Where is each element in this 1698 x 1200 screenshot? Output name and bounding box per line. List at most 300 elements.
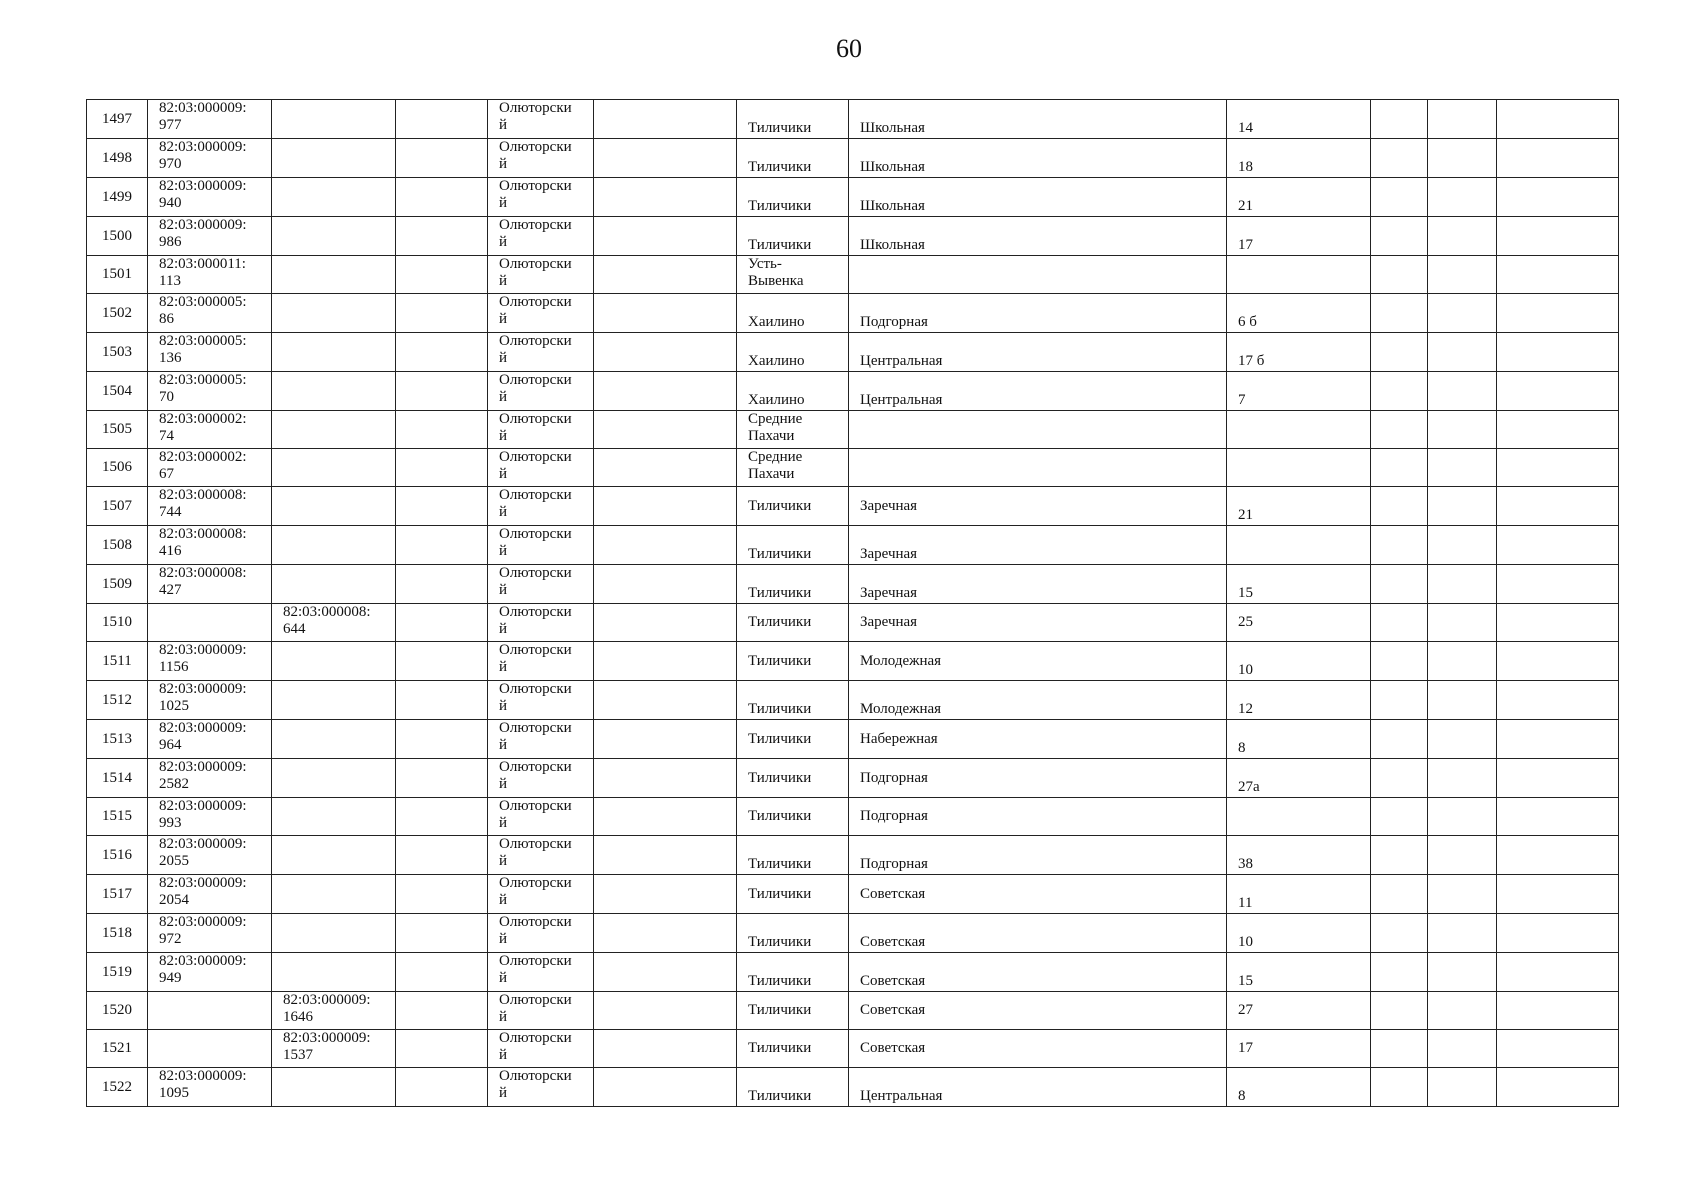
empty-cell xyxy=(1428,836,1497,875)
table-row xyxy=(87,487,1619,526)
house-number-cell xyxy=(1227,681,1371,720)
empty-cell xyxy=(1497,487,1619,526)
empty-cell xyxy=(594,1030,737,1068)
settlement-line: Пахачи xyxy=(748,428,795,444)
empty-cell xyxy=(1497,798,1619,836)
settlement-line: Пахачи xyxy=(748,466,795,482)
house-number-cell xyxy=(1227,992,1371,1030)
related-cadastral-line: 82:03:000008: xyxy=(283,604,371,620)
row-number-cell xyxy=(87,992,148,1030)
cadastral-number-line: 949 xyxy=(159,970,182,986)
empty-cell xyxy=(1371,681,1428,720)
house-number-cell xyxy=(1227,759,1371,798)
empty-cell xyxy=(1371,720,1428,759)
empty-cell xyxy=(1428,604,1497,642)
cadastral-number-line: 964 xyxy=(159,737,182,753)
empty-cell xyxy=(1371,411,1428,449)
cadastral-number-cell xyxy=(148,720,272,759)
street-name: Центральная xyxy=(860,353,943,369)
settlement-line: Тиличики xyxy=(748,934,812,950)
table-row xyxy=(87,836,1619,875)
empty-cell xyxy=(594,914,737,953)
street-cell xyxy=(849,1068,1227,1107)
row-number-cell xyxy=(87,836,148,875)
house-number: 7 xyxy=(1238,392,1246,408)
related-cadastral-line: 1646 xyxy=(283,1009,313,1025)
empty-cell xyxy=(1428,875,1497,914)
cadastral-number-line: 82:03:000002: xyxy=(159,449,247,465)
settlement-cell xyxy=(737,642,849,681)
district-cell xyxy=(488,100,594,139)
cadastral-number-line: 82:03:000005: xyxy=(159,294,247,310)
house-number-cell xyxy=(1227,372,1371,411)
empty-cell xyxy=(1497,178,1619,217)
related-cadastral-cell xyxy=(272,953,396,992)
district-cell xyxy=(488,178,594,217)
cadastral-number-line: 416 xyxy=(159,543,182,559)
street-cell xyxy=(849,217,1227,256)
empty-cell xyxy=(1497,217,1619,256)
row-number: 1521 xyxy=(102,1040,132,1056)
settlement-cell xyxy=(737,294,849,333)
settlement-cell xyxy=(737,836,849,875)
district-line: й xyxy=(499,659,508,675)
empty-cell xyxy=(1497,759,1619,798)
related-cadastral-cell xyxy=(272,256,396,294)
district-line: й xyxy=(499,117,508,133)
related-cadastral-cell xyxy=(272,914,396,953)
empty-cell xyxy=(396,487,488,526)
empty-cell xyxy=(1497,953,1619,992)
row-number: 1517 xyxy=(102,885,132,902)
settlement-line: Тиличики xyxy=(748,652,812,669)
empty-cell xyxy=(396,720,488,759)
empty-cell xyxy=(1371,217,1428,256)
related-cadastral-cell xyxy=(272,372,396,411)
house-number: 27 xyxy=(1238,1002,1253,1018)
street-name: Подгорная xyxy=(860,769,928,786)
row-number-cell xyxy=(87,914,148,953)
district-cell xyxy=(488,565,594,604)
related-cadastral-cell xyxy=(272,487,396,526)
settlement-line: Тиличики xyxy=(748,808,812,824)
row-number: 1512 xyxy=(102,691,132,708)
empty-cell xyxy=(594,487,737,526)
row-number: 1502 xyxy=(102,304,132,321)
district-line: Олюторски xyxy=(499,449,572,465)
district-cell xyxy=(488,759,594,798)
street-name: Подгорная xyxy=(860,856,928,872)
settlement-line: Тиличики xyxy=(748,159,812,175)
empty-cell xyxy=(396,681,488,720)
cadastral-number-line: 86 xyxy=(159,311,174,327)
settlement-line: Тиличики xyxy=(748,856,812,872)
table-row xyxy=(87,139,1619,178)
district-line: й xyxy=(499,853,508,869)
settlement-line: Тиличики xyxy=(748,973,812,989)
cadastral-number-line: 986 xyxy=(159,234,182,250)
table-body xyxy=(87,100,1619,1107)
empty-cell xyxy=(396,372,488,411)
empty-cell xyxy=(396,642,488,681)
table-row xyxy=(87,1068,1619,1107)
street-cell xyxy=(849,565,1227,604)
row-number: 1522 xyxy=(102,1078,132,1095)
district-line: Олюторски xyxy=(499,1030,572,1046)
street-cell xyxy=(849,294,1227,333)
cadastral-number-line: 82:03:000009: xyxy=(159,875,247,891)
row-number-cell xyxy=(87,411,148,449)
house-number-cell xyxy=(1227,875,1371,914)
empty-cell xyxy=(396,217,488,256)
empty-cell xyxy=(594,720,737,759)
district-cell xyxy=(488,256,594,294)
house-number-cell xyxy=(1227,604,1371,642)
house-number-cell xyxy=(1227,256,1371,294)
empty-cell xyxy=(1497,720,1619,759)
cadastral-number-line: 82:03:000009: xyxy=(159,720,247,736)
house-number: 10 xyxy=(1238,662,1253,678)
district-line: й xyxy=(499,582,508,598)
house-number-cell xyxy=(1227,487,1371,526)
settlement-cell xyxy=(737,720,849,759)
empty-cell xyxy=(1428,914,1497,953)
empty-cell xyxy=(594,100,737,139)
district-line: Олюторски xyxy=(499,139,572,155)
row-number-cell xyxy=(87,139,148,178)
empty-cell xyxy=(594,411,737,449)
table-row xyxy=(87,294,1619,333)
empty-cell xyxy=(1497,526,1619,565)
house-number: 8 xyxy=(1238,740,1246,756)
related-cadastral-line: 82:03:000009: xyxy=(283,1030,371,1046)
row-number: 1506 xyxy=(102,459,132,475)
district-line: Олюторски xyxy=(499,256,572,272)
house-number-cell xyxy=(1227,1068,1371,1107)
settlement-cell xyxy=(737,217,849,256)
house-number-cell xyxy=(1227,720,1371,759)
cadastral-number-line: 82:03:000009: xyxy=(159,642,247,658)
house-number-cell xyxy=(1227,1030,1371,1068)
empty-cell xyxy=(1371,604,1428,642)
district-line: Олюторски xyxy=(499,992,572,1008)
cadastral-number-cell xyxy=(148,411,272,449)
row-number-cell xyxy=(87,449,148,487)
empty-cell xyxy=(1428,681,1497,720)
empty-cell xyxy=(594,836,737,875)
empty-cell xyxy=(594,139,737,178)
settlement-cell xyxy=(737,139,849,178)
settlement-cell xyxy=(737,178,849,217)
cadastral-number-line: 113 xyxy=(159,273,181,289)
row-number-cell xyxy=(87,565,148,604)
cadastral-number-cell xyxy=(148,798,272,836)
cadastral-number-line: 82:03:000009: xyxy=(159,178,247,194)
district-line: Олюторски xyxy=(499,953,572,969)
empty-cell xyxy=(594,526,737,565)
house-number-cell xyxy=(1227,798,1371,836)
street-cell xyxy=(849,836,1227,875)
cadastral-number-line: 82:03:000002: xyxy=(159,411,247,427)
empty-cell xyxy=(1497,642,1619,681)
empty-cell xyxy=(594,953,737,992)
row-number: 1501 xyxy=(102,266,132,282)
cadastral-number-line: 82:03:000009: xyxy=(159,1068,247,1084)
cadastral-number-cell xyxy=(148,565,272,604)
street-cell xyxy=(849,953,1227,992)
cadastral-number-line: 74 xyxy=(159,428,174,444)
cadastral-number-cell xyxy=(148,256,272,294)
empty-cell xyxy=(1371,953,1428,992)
empty-cell xyxy=(1428,992,1497,1030)
row-number-cell xyxy=(87,759,148,798)
empty-cell xyxy=(1428,449,1497,487)
cadastral-number-line: 972 xyxy=(159,931,182,947)
empty-cell xyxy=(1371,487,1428,526)
district-line: й xyxy=(499,428,508,444)
house-number: 18 xyxy=(1238,159,1253,175)
empty-cell xyxy=(396,333,488,372)
row-number: 1507 xyxy=(102,497,132,514)
settlement-cell xyxy=(737,333,849,372)
house-number: 11 xyxy=(1238,895,1253,911)
empty-cell xyxy=(1497,256,1619,294)
district-cell xyxy=(488,1068,594,1107)
settlement-cell xyxy=(737,100,849,139)
street-name: Советская xyxy=(860,885,926,902)
cadastral-number-cell xyxy=(148,449,272,487)
related-cadastral-line: 644 xyxy=(283,621,306,637)
row-number-cell xyxy=(87,372,148,411)
empty-cell xyxy=(1371,565,1428,604)
settlement-cell xyxy=(737,798,849,836)
cadastral-number-line: 82:03:000009: xyxy=(159,759,247,775)
street-name: Молодежная xyxy=(860,652,942,669)
settlement-cell xyxy=(737,256,849,294)
cadastral-number-cell xyxy=(148,294,272,333)
empty-cell xyxy=(594,604,737,642)
settlement-line: Тиличики xyxy=(748,730,812,747)
related-cadastral-cell xyxy=(272,139,396,178)
row-number-cell xyxy=(87,178,148,217)
settlement-line: Тиличики xyxy=(748,614,812,630)
row-number: 1498 xyxy=(102,149,132,166)
district-line: й xyxy=(499,1047,508,1063)
empty-cell xyxy=(396,100,488,139)
empty-cell xyxy=(1371,449,1428,487)
cadastral-number-line: 1025 xyxy=(159,698,189,714)
cadastral-number-cell xyxy=(148,759,272,798)
related-cadastral-cell xyxy=(272,100,396,139)
district-cell xyxy=(488,449,594,487)
empty-cell xyxy=(1371,759,1428,798)
district-line: Олюторски xyxy=(499,333,572,349)
district-line: й xyxy=(499,389,508,405)
cadastral-number-line: 82:03:000008: xyxy=(159,487,247,503)
house-number-cell xyxy=(1227,294,1371,333)
district-line: й xyxy=(499,504,508,520)
empty-cell xyxy=(1497,449,1619,487)
related-cadastral-cell xyxy=(272,1030,396,1068)
cadastral-number-cell xyxy=(148,836,272,875)
table-row xyxy=(87,372,1619,411)
related-cadastral-cell xyxy=(272,1068,396,1107)
related-cadastral-line: 1537 xyxy=(283,1047,313,1063)
row-number-cell xyxy=(87,720,148,759)
table-row xyxy=(87,759,1619,798)
cadastral-number-line: 744 xyxy=(159,504,182,520)
row-number: 1511 xyxy=(102,652,132,669)
row-number: 1505 xyxy=(102,421,132,437)
house-number: 12 xyxy=(1238,701,1253,717)
empty-cell xyxy=(396,798,488,836)
row-number: 1519 xyxy=(102,963,132,980)
street-cell xyxy=(849,526,1227,565)
empty-cell xyxy=(1497,914,1619,953)
street-cell xyxy=(849,642,1227,681)
empty-cell xyxy=(396,836,488,875)
cadastral-number-line: 136 xyxy=(159,350,182,366)
street-name: Набережная xyxy=(860,730,938,747)
cadastral-number-line: 1156 xyxy=(159,659,189,675)
street-name: Подгорная xyxy=(860,314,928,330)
street-name: Советская xyxy=(860,934,926,950)
empty-cell xyxy=(1371,372,1428,411)
house-number: 14 xyxy=(1238,120,1253,136)
house-number-cell xyxy=(1227,836,1371,875)
cadastral-number-cell xyxy=(148,1068,272,1107)
settlement-line: Усть- xyxy=(748,256,782,272)
district-line: й xyxy=(499,892,508,908)
empty-cell xyxy=(1428,953,1497,992)
district-cell xyxy=(488,604,594,642)
empty-cell xyxy=(1428,372,1497,411)
settlement-line: Тиличики xyxy=(748,1002,812,1018)
empty-cell xyxy=(1371,139,1428,178)
district-cell xyxy=(488,836,594,875)
empty-cell xyxy=(396,139,488,178)
empty-cell xyxy=(1428,1068,1497,1107)
row-number: 1510 xyxy=(102,614,132,630)
settlement-cell xyxy=(737,487,849,526)
empty-cell xyxy=(1428,294,1497,333)
table-row xyxy=(87,798,1619,836)
empty-cell xyxy=(396,953,488,992)
cadastral-number-line: 82:03:000009: xyxy=(159,139,247,155)
cadastral-number-line: 977 xyxy=(159,117,182,133)
row-number-cell xyxy=(87,604,148,642)
settlement-cell xyxy=(737,914,849,953)
empty-cell xyxy=(396,565,488,604)
district-cell xyxy=(488,333,594,372)
house-number: 8 xyxy=(1238,1088,1246,1104)
empty-cell xyxy=(1371,836,1428,875)
empty-cell xyxy=(1428,798,1497,836)
empty-cell xyxy=(1371,526,1428,565)
street-name: Заречная xyxy=(860,546,918,562)
cadastral-number-cell xyxy=(148,914,272,953)
district-line: Олюторски xyxy=(499,1068,572,1084)
settlement-line: Тиличики xyxy=(748,769,812,786)
district-cell xyxy=(488,720,594,759)
settlement-cell xyxy=(737,953,849,992)
district-line: Олюторски xyxy=(499,604,572,620)
empty-cell xyxy=(1428,720,1497,759)
related-cadastral-cell xyxy=(272,217,396,256)
empty-cell xyxy=(1371,914,1428,953)
related-cadastral-cell xyxy=(272,565,396,604)
house-number: 6 б xyxy=(1238,314,1257,330)
empty-cell xyxy=(1497,333,1619,372)
empty-cell xyxy=(1428,411,1497,449)
district-cell xyxy=(488,681,594,720)
cadastral-number-line: 82:03:000009: xyxy=(159,217,247,233)
district-line: Олюторски xyxy=(499,681,572,697)
district-line: й xyxy=(499,737,508,753)
district-line: й xyxy=(499,1009,508,1025)
empty-cell xyxy=(1428,217,1497,256)
district-line: Олюторски xyxy=(499,178,572,194)
house-number-cell xyxy=(1227,178,1371,217)
district-line: й xyxy=(499,543,508,559)
empty-cell xyxy=(1428,565,1497,604)
district-line: й xyxy=(499,776,508,792)
row-number-cell xyxy=(87,798,148,836)
empty-cell xyxy=(1371,875,1428,914)
street-name: Школьная xyxy=(860,120,925,136)
street-cell xyxy=(849,798,1227,836)
street-cell xyxy=(849,875,1227,914)
row-number-cell xyxy=(87,1068,148,1107)
settlement-cell xyxy=(737,565,849,604)
cadastral-number-line: 2054 xyxy=(159,892,189,908)
cadastral-number-line: 82:03:000011: xyxy=(159,256,246,272)
house-number: 21 xyxy=(1238,507,1253,523)
district-line: Олюторски xyxy=(499,642,572,658)
empty-cell xyxy=(1497,411,1619,449)
empty-cell xyxy=(1371,1030,1428,1068)
house-number-cell xyxy=(1227,139,1371,178)
row-number-cell xyxy=(87,217,148,256)
district-cell xyxy=(488,372,594,411)
settlement-line: Тиличики xyxy=(748,1088,812,1104)
cadastral-number-line: 82:03:000008: xyxy=(159,526,247,542)
empty-cell xyxy=(1371,642,1428,681)
district-line: й xyxy=(499,311,508,327)
street-name: Школьная xyxy=(860,237,925,253)
empty-cell xyxy=(1497,372,1619,411)
district-line: й xyxy=(499,466,508,482)
empty-cell xyxy=(396,256,488,294)
table-row xyxy=(87,256,1619,294)
district-line: й xyxy=(499,621,508,637)
cadastral-number-line: 82:03:000009: xyxy=(159,914,247,930)
empty-cell xyxy=(396,759,488,798)
street-name: Центральная xyxy=(860,392,943,408)
district-line: й xyxy=(499,195,508,211)
cadastral-number-line: 2582 xyxy=(159,776,189,792)
street-cell xyxy=(849,256,1227,294)
house-number: 27а xyxy=(1238,779,1260,795)
settlement-line: Вывенка xyxy=(748,273,804,289)
empty-cell xyxy=(396,411,488,449)
district-line: й xyxy=(499,350,508,366)
row-number-cell xyxy=(87,875,148,914)
cadastral-number-cell xyxy=(148,372,272,411)
row-number-cell xyxy=(87,487,148,526)
empty-cell xyxy=(396,604,488,642)
related-cadastral-cell xyxy=(272,333,396,372)
